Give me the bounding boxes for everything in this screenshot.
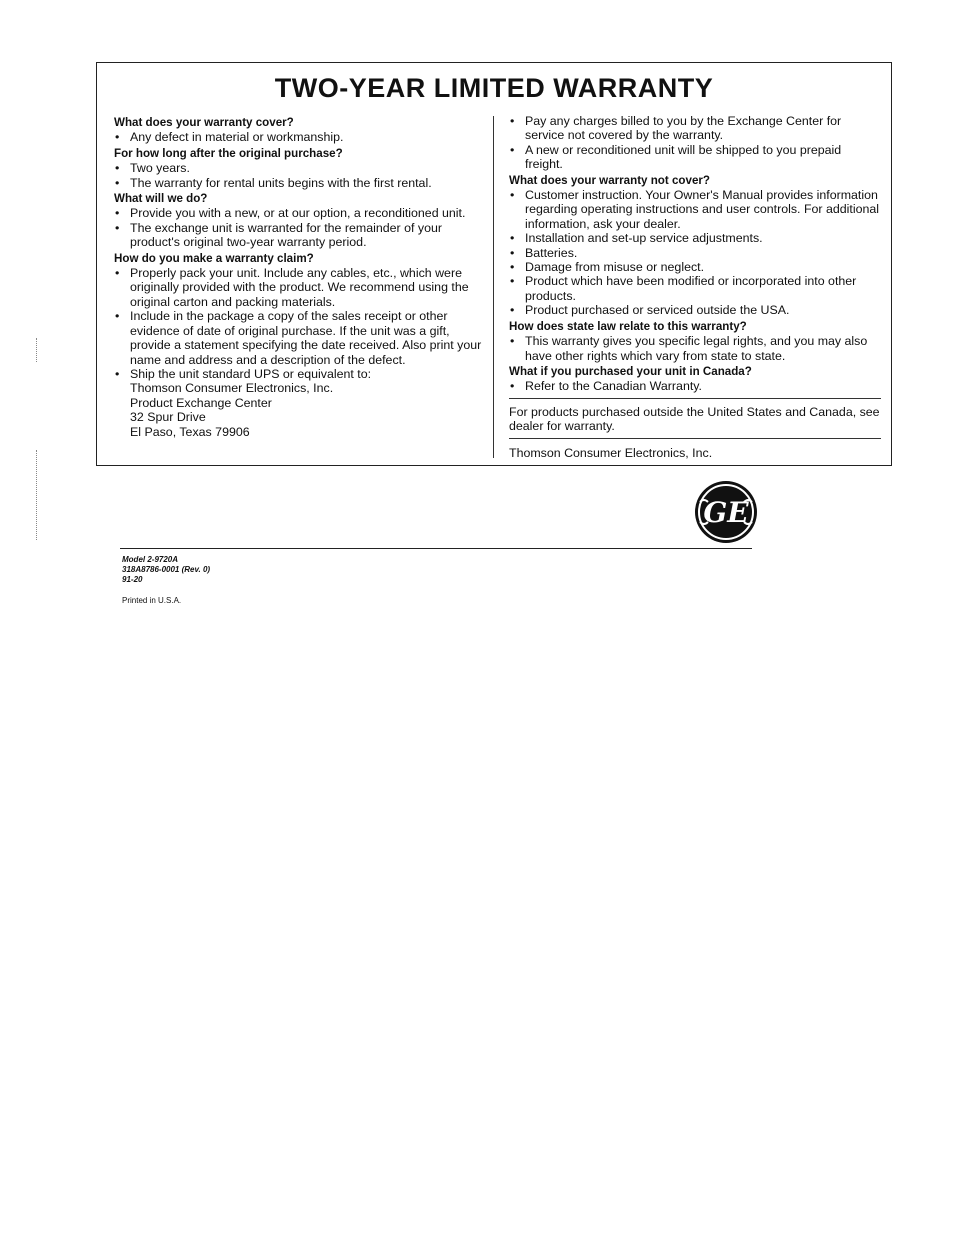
- heading-canada: What if you purchased your unit in Canada?: [509, 364, 752, 378]
- outside-note: For products purchased outside the United States and Canada, see dealer for warranty.: [509, 404, 880, 434]
- part-number: 318A8786-0001 (Rev. 0): [122, 565, 211, 574]
- list-item: • Refer to the Canadian Warranty.: [509, 379, 881, 393]
- heading-not-covered: What does your warranty not cover?: [509, 173, 710, 187]
- heading-duration: For how long after the original purchase?: [114, 146, 343, 160]
- warranty-box: [96, 62, 892, 466]
- column-divider: [493, 116, 494, 458]
- address-line: Thomson Consumer Electronics, Inc.: [130, 381, 334, 396]
- address-line: 32 Spur Drive: [130, 410, 206, 425]
- list-item: • A new or reconditioned unit will be shipped to you prepaid freight.: [509, 143, 881, 172]
- address-line: Product Exchange Center: [130, 395, 272, 410]
- list-item: • Product which have been modified or incorporated into other products.: [509, 274, 881, 303]
- heading-claim: How do you make a warranty claim?: [114, 251, 314, 265]
- list-item: • Damage from misuse or neglect.: [509, 260, 881, 274]
- model-number: Model 2-9720A: [122, 555, 179, 564]
- list-item: • Any defect in material or workmanship.: [114, 130, 482, 144]
- list-item: • The warranty for rental units begins with the first rental.: [114, 176, 482, 190]
- list-item: • Properly pack your unit. Include any cables, etc., which were originally provided with the product. We recommend using the original carton and packing materials.: [114, 266, 482, 309]
- list-item: • Customer instruction. Your Owner's Manual provides information regarding operating instructions and user controls. For additional information, ask your dealer.: [509, 188, 881, 231]
- print-code: 91-20: [122, 575, 143, 584]
- list-item: • Include in the package a copy of the sales receipt or other evidence of date of original purchase. If the unit was a gift, provide a statement specifying the date received. Also print your name and address and a description of the defect.: [114, 309, 482, 367]
- list-item: • This warranty gives you specific legal rights, and you may also have other rights which vary from state to state.: [509, 334, 881, 363]
- ge-monogram-icon: [694, 480, 758, 544]
- list-item: • Ship the unit standard UPS or equivalent to:: [114, 367, 482, 381]
- margin-mark: [36, 338, 38, 362]
- list-item: • Batteries.: [509, 246, 881, 260]
- duration-list: [114, 161, 482, 190]
- list-item: • Two years.: [114, 161, 482, 175]
- warranty-left-column: [114, 114, 482, 439]
- claim-list-continued: [509, 114, 881, 172]
- section-rule: [509, 438, 881, 439]
- heading-what-we-do: What will we do?: [114, 192, 208, 206]
- list-item: • Installation and set-up service adjustments.: [509, 231, 881, 245]
- heading-coverage: What does your warranty cover?: [114, 116, 294, 129]
- list-item: • Provide you with a new, or at our option, a reconditioned unit.: [114, 206, 482, 220]
- margin-mark: [36, 450, 38, 540]
- exchange-address: [114, 381, 482, 439]
- page-title: TWO-YEAR LIMITED WARRANTY: [274, 73, 714, 103]
- claim-list: [114, 266, 482, 381]
- not-covered-list: [509, 188, 881, 318]
- address-line: El Paso, Texas 79906: [130, 424, 250, 439]
- list-item: • Product purchased or serviced outside the USA.: [509, 303, 881, 317]
- company-name: Thomson Consumer Electronics, Inc.: [509, 445, 713, 460]
- footer-rule: [120, 548, 752, 549]
- model-info: [122, 555, 210, 585]
- state-law-list: [509, 334, 881, 363]
- section-rule: [509, 398, 881, 399]
- heading-state-law: How does state law relate to this warranty?: [509, 319, 747, 333]
- canada-list: [509, 379, 881, 393]
- coverage-list: [114, 130, 482, 144]
- printed-in: Printed in U.S.A.: [122, 596, 182, 605]
- list-item: • The exchange unit is warranted for the remainder of your product's original two-year warranty period.: [114, 221, 482, 250]
- ge-monogram-text: GE: [703, 496, 749, 529]
- what-we-do-list: [114, 206, 482, 249]
- list-item: • Pay any charges billed to you by the Exchange Center for service not covered by the warranty.: [509, 114, 881, 143]
- warranty-right-column: [509, 114, 881, 460]
